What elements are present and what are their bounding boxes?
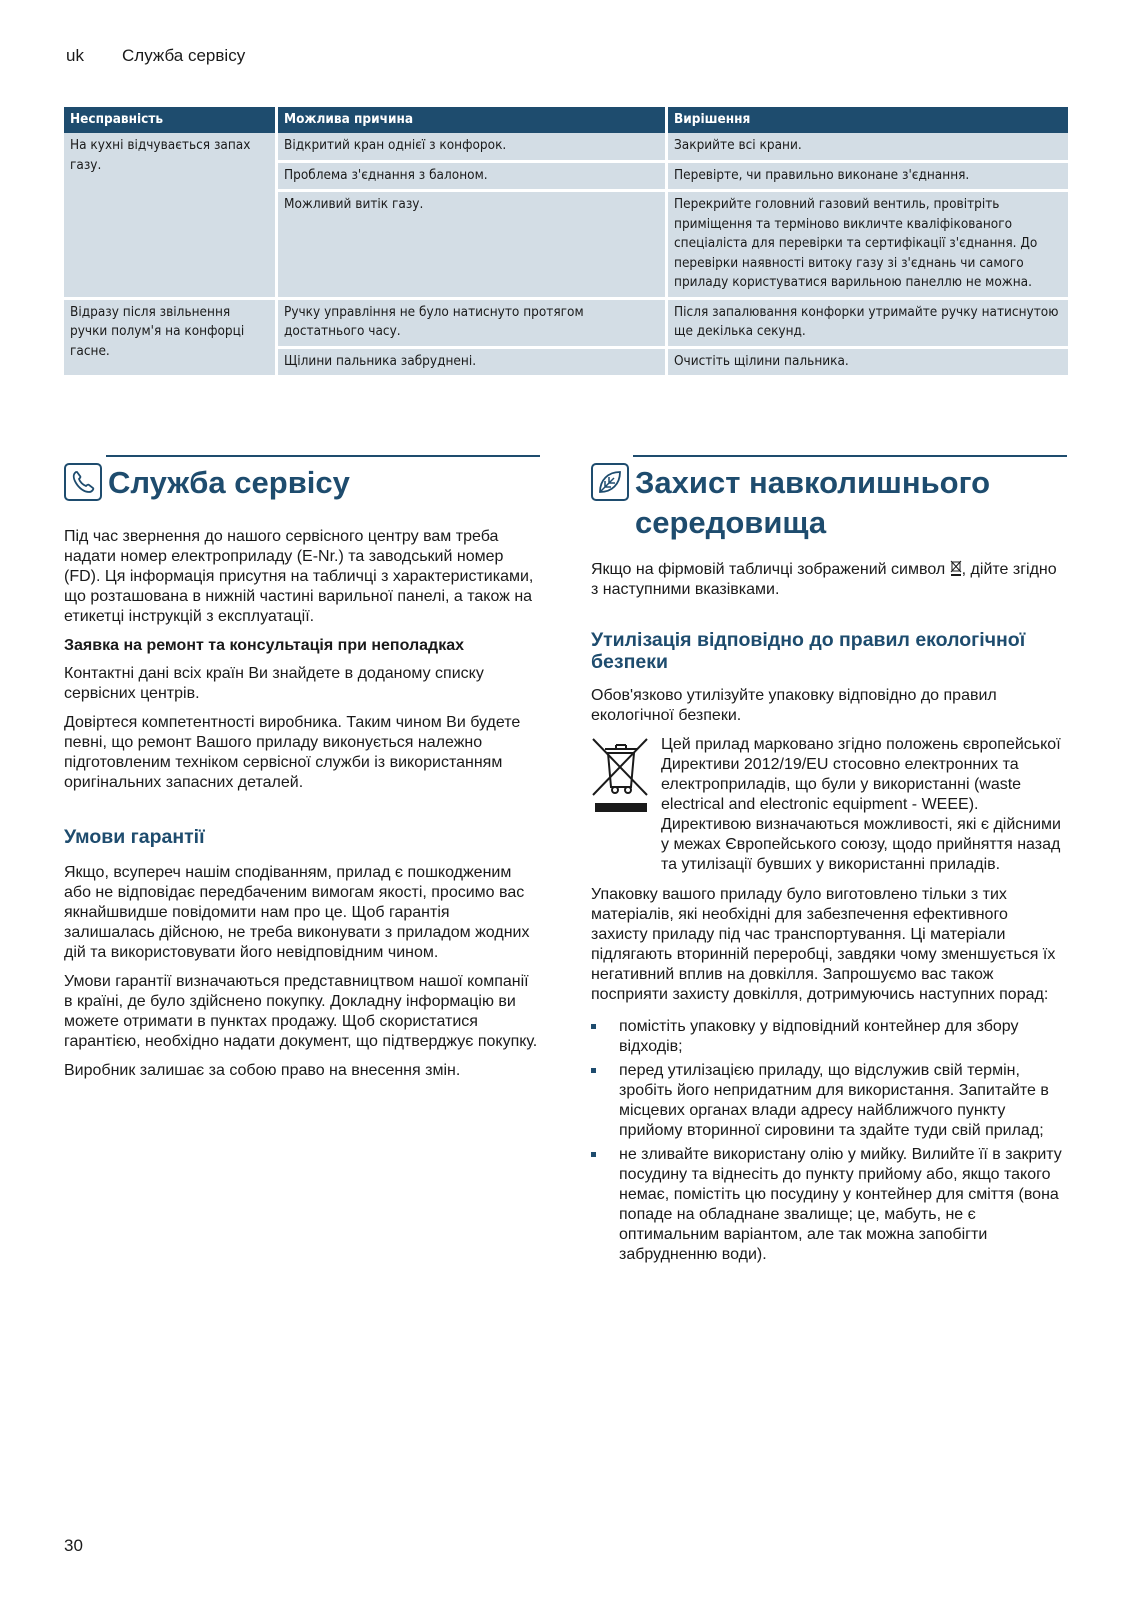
- table-row: [64, 133, 1068, 163]
- service-section: [64, 455, 540, 1090]
- cause-cell: Щілини пальника забруднені.: [278, 349, 668, 379]
- weee-block: [591, 735, 1067, 875]
- environment-title: Захист навколишнього середовища: [635, 465, 991, 540]
- language-code: uk: [66, 46, 84, 65]
- environment-section: [591, 455, 1067, 1269]
- column-header-cause: Можлива причина: [278, 107, 668, 133]
- warranty-paragraph: Умови гарантії визначаються представництвом нашої компанії в країні, де було здійснено покупку. Докладну інформацію ви можете отримати в пунктах продажу. Щоб скористатися гарантією, необхідно надати документ, що підтверджує покупку.: [64, 973, 538, 1050]
- packaging-paragraph: Упаковку вашого приладу було виготовлено тільки з тих матеріалів, які необхідні для забезпечення ефективного захисту приладу під час транспортування. Ці матеріали підлягають вторинній переробці, завдяки чому зменшується їх негативний вплив на довкілля. Запрошуємо вас також посприяти захисту довкілля, дотримуючись наступних порад:: [591, 886, 1056, 1003]
- phone-icon: [64, 463, 102, 501]
- warranty-paragraph: Якщо, всупереч нашім сподіванням, прилад є пошкодженим або не відповідає передбаченим вимогам якості, просимо вас якнайшвидше повідомити нам про це. Щоб гарантія залишалась дійсною, не треба виконувати з приладом жодних дій та використовувати його невідповідним чином.: [64, 864, 530, 961]
- bullet-icon: [591, 1068, 596, 1073]
- solution-cell: Перекрийте головний газовий вентиль, провітріть приміщення та терміново викличте кваліфікованого спеціаліста для перевірки та сертифікації з'єднання. До перевірки наявності витоку газу зі з'єднань чи самого приладу користуватися варильною панеллю не можна.: [668, 192, 1068, 300]
- weee-paragraph: Цей прилад марковано згідно положень європейської Директиви 2012/19/EU стосовно електронних та електроприладів, що були у використанні (waste electrical and electronic equipment - WEEE).: [661, 736, 1061, 813]
- table-header-row: [64, 107, 1068, 133]
- warranty-paragraph: Виробник залишає за собою право на внесення змін.: [64, 1062, 461, 1079]
- disposal-paragraph: Обов'язково утилізуйте упаковку відповідно до правил екологічної безпеки.: [591, 687, 997, 724]
- warranty-heading: Умови гарантії: [64, 826, 205, 848]
- fault-cell: Відразу після звільнення ручки полум'я на конфорці гасне.: [64, 300, 278, 379]
- column-header-fault: Несправність: [64, 107, 278, 133]
- cause-cell: Ручку управління не було натиснуто протягом достатнього часу.: [278, 300, 668, 349]
- cause-cell: Проблема з'єднання з балоном.: [278, 163, 668, 193]
- list-item: помістіть упаковку у відповідний контейнер для збору відходів;: [591, 1017, 1067, 1057]
- weee-paragraph: Директивою визначаються можливості, які є дійсними у межах Європейського союзу, щодо прийняття назад та утилізації бувших у використанні приладів.: [661, 816, 1061, 873]
- cause-cell: Можливий витік газу.: [278, 192, 668, 300]
- column-header-solution: Вирішення: [668, 107, 1068, 133]
- solution-cell: Закрийте всі крани.: [668, 133, 1068, 163]
- header-title: Служба сервісу: [122, 46, 246, 65]
- environment-intro: Якщо на фірмовій табличці зображений символ , дійте згідно з наступними вказівками.: [591, 561, 1057, 598]
- disposal-heading: Утилізація відповідно до правил екологічної безпеки: [591, 629, 1026, 673]
- tips-list: [591, 1017, 1067, 1265]
- bullet-icon: [591, 1024, 596, 1029]
- list-item: не зливайте використану олію у мийку. Вилийте її в закриту посудину та віднесіть до пункту прийому або, якщо такого немає, помістіть цю посудину у контейнер для сміття (вона попаде на обладнане звалище; це, мабуть, не є оптимальним варіантом, але так можна запобігти забрудненню води).: [591, 1145, 1067, 1265]
- section-rule: [633, 455, 1067, 457]
- repair-heading: Заявка на ремонт та консультація при неполадках: [64, 637, 464, 654]
- service-title: Служба сервісу: [108, 465, 350, 500]
- solution-cell: Після запалювання конфорки утримайте ручку натиснутою ще декілька секунд.: [668, 300, 1068, 349]
- section-rule: [106, 455, 540, 457]
- repair-paragraph: Довіртеся компетентності виробника. Таким чином Ви будете певні, що ремонт Вашого приладу виконується належно підготовленим техніком сервісної служби із використанням оригінальних запасних деталей.: [64, 714, 521, 791]
- crossed-bin-icon: [591, 735, 651, 875]
- page-number: 30: [64, 1536, 83, 1555]
- service-intro: Під час звернення до нашого сервісного центру вам треба надати номер електроприладу (E-Nr.) та заводський номер (FD). Ця інформація присутня на табличці з характеристиками, що розташована в нижній частині варильної панелі, а також на етикетці інструкцій з експлуатації.: [64, 528, 534, 625]
- solution-cell: Очистіть щілини пальника.: [668, 349, 1068, 379]
- solution-cell: Перевірте, чи правильно виконане з'єднання.: [668, 163, 1068, 193]
- list-item: перед утилізацією приладу, що відслужив свій термін, зробіть його непридатним для використання. Запитайте в місцевих органах влади адресу найближчого пункту прийому вторинної сировини та здайте туди свій прилад;: [591, 1061, 1067, 1141]
- page-header: [66, 46, 245, 66]
- table-row: [64, 300, 1068, 349]
- eco-leaf-icon: [591, 463, 629, 501]
- cause-cell: Відкритий кран однієї з конфорок.: [278, 133, 668, 163]
- repair-paragraph: Контактні дані всіх країн Ви знайдете в доданому списку сервісних центрів.: [64, 665, 484, 702]
- crossed-bin-icon: [950, 559, 962, 577]
- troubleshooting-table: [64, 107, 1068, 378]
- bullet-icon: [591, 1152, 596, 1157]
- fault-cell: На кухні відчувається запах газу.: [64, 133, 278, 300]
